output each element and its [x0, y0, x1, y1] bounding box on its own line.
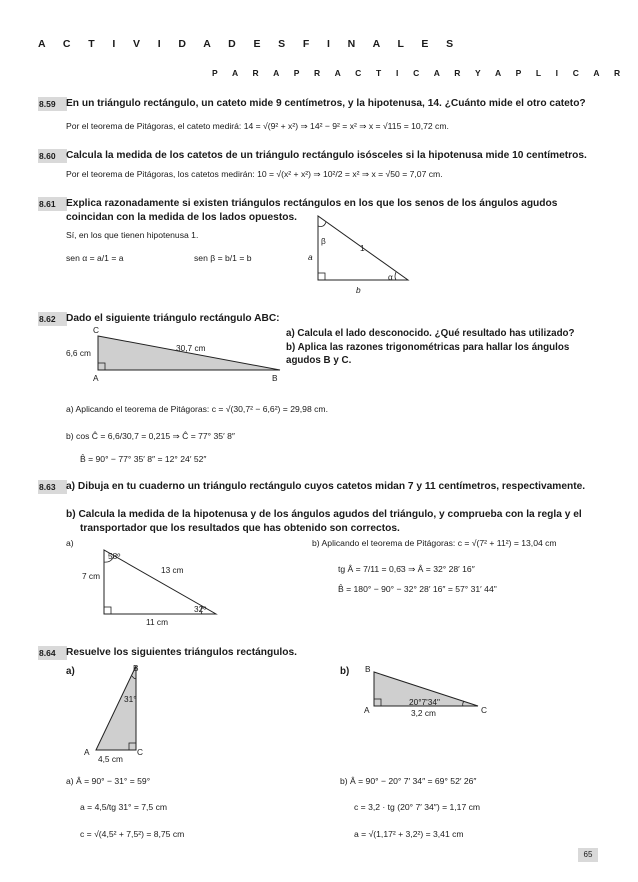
exercise-answer: Por el teorema de Pitágoras, los catetos medirán: 10 = √(x² + x²) ⇒ 10²/2 = x² ⇒ x = √50 = 7,07 cm. [66, 169, 443, 179]
exercise-question: Explica razonadamente si existen triángulos rectángulos en los que los senos de los ángulos agudos coincidan con la medida de los lados opuestos. [66, 198, 558, 223]
question-b: b) Aplica las razones trigonométricas para hallar los ángulos agudos B y C. [286, 342, 570, 366]
vertex-c-label: C [481, 705, 487, 715]
exercise-number: 8.62 [38, 312, 67, 326]
answer-b3: a = √(1,17² + 3,2²) = 3,41 cm [354, 829, 464, 839]
side-b-label: b [356, 285, 361, 295]
side-a-label: a [308, 252, 313, 262]
side-label: 3,2 cm [411, 708, 436, 718]
answer-a-label: a) [66, 538, 74, 548]
exercise-number: 8.59 [38, 97, 67, 111]
angle-label: 20°7'34" [409, 697, 440, 707]
answer-b2: B̂ = 90° − 77° 35′ 8″ = 12° 24′ 52″ [80, 454, 207, 464]
question-a: a) Dibuja en tu cuaderno un triángulo rectángulo cuyos catetos midan 7 y 11 centímetros, respectivamente. [66, 481, 586, 492]
answer-b: b) cos Ĉ = 6,6/30,7 = 0,215 ⇒ Ĉ = 77° 35′ 8″ [66, 431, 235, 441]
vertex-b-label: B [272, 373, 278, 383]
triangle-figure-862 [96, 334, 286, 374]
angle-alpha-label: α [388, 272, 393, 282]
angle-32-label: 32º [194, 604, 207, 614]
angle-31-label: 31° [124, 694, 137, 704]
exercise-question: En un triángulo rectángulo, un cateto mide 9 centímetros, y la hipotenusa, 14. ¿Cuánto mide el otro cateto? [66, 98, 586, 109]
part-a-label: a) [66, 666, 75, 677]
answer-b2: tg Â = 7/11 = 0,6̄3 ⇒ Â = 32° 28′ 16″ [338, 564, 475, 574]
vertex-a-label: A [93, 373, 99, 383]
vertex-b-label: B [365, 664, 371, 674]
vertex-a-label: A [84, 747, 90, 757]
answer-a: a) Aplicando el teorema de Pitágoras: c = √(30,7² − 6,6²) = 29,98 cm. [66, 404, 328, 414]
hypotenuse-label: 13 cm [161, 565, 184, 575]
formula-sin-alpha: sen α = a/1 = a [66, 253, 124, 263]
exercise-question: Resuelve los siguientes triángulos rectángulos. [66, 647, 297, 658]
exercise-answer: Sí, en los que tienen hipotenusa 1. [66, 230, 199, 240]
answer-a2: a = 4,5/tg 31° = 7,5 cm [80, 802, 168, 812]
vertex-c-label: C [93, 325, 99, 335]
page-number: 65 [578, 848, 598, 862]
side-7-label: 7 cm [82, 571, 100, 581]
vertex-c-label: C [137, 747, 143, 757]
side-11-label: 11 cm [146, 617, 168, 627]
exercise-number: 8.64 [38, 646, 67, 660]
exercise-question: Calcula la medida de los catetos de un triángulo rectángulo isósceles si la hipotenusa mide 10 centímetros. [66, 150, 587, 161]
section-subtitle: P A R A P R A C T I C A R Y A P L I C A R [212, 68, 627, 78]
exercise-number: 8.61 [38, 197, 67, 211]
question-b: b) Calcula la medida de la hipotenusa y de los ángulos agudos del triángulo, y comprueba con la regla y el transportador que los resultados que has obtenido son correctos. [66, 509, 582, 534]
answer-b1: b) Â = 90° − 20° 7′ 34″ = 69° 52′ 26″ [340, 776, 477, 786]
part-b-label: b) [340, 666, 350, 677]
exercise-answer: Por el teorema de Pitágoras, el cateto medirá: 14 = √(9² + x²) ⇒ 14² − 9² = x² ⇒ x = √115 = 10,72 cm. [66, 121, 449, 131]
vertex-a-label: A [364, 705, 370, 715]
vertex-b-label: B [133, 663, 139, 673]
answer-a1: a) Â = 90° − 31° = 59° [66, 776, 151, 786]
angle-beta-label: β [321, 236, 326, 246]
answer-b1: b) Aplicando el teorema de Pitágoras: c = √(7² + 11²) = 13,04 cm [312, 538, 557, 548]
hypotenuse-label: 1 [360, 243, 365, 253]
exercise-question: Dado el siguiente triángulo rectángulo ABC: [66, 313, 280, 324]
answer-b2: c = 3,2 · tg (20° 7′ 34″) = 1,17 cm [354, 802, 481, 812]
answer-a3: c = √(4,5² + 7,5²) = 8,75 cm [80, 829, 185, 839]
answer-b3: B̂ = 180° − 90° − 32° 28′ 16″ = 57° 31′ 44" [338, 584, 497, 594]
question-a: a) Calcula el lado desconocido. ¿Qué resultado has utilizado? [286, 328, 575, 339]
triangle-figure-864a [94, 664, 144, 754]
formula-sin-beta: sen β = b/1 = b [194, 253, 252, 263]
exercise-number: 8.60 [38, 149, 67, 163]
side-label: 4,5 cm [98, 754, 123, 764]
hypotenuse-label: 30,7 cm [176, 343, 206, 353]
side-label: 6,6 cm [66, 348, 91, 358]
section-title: A C T I V I D A D E S F I N A L E S [38, 38, 461, 50]
angle-58-label: 58º [108, 551, 121, 561]
triangle-figure-861 [316, 214, 416, 284]
exercise-number: 8.63 [38, 480, 67, 494]
